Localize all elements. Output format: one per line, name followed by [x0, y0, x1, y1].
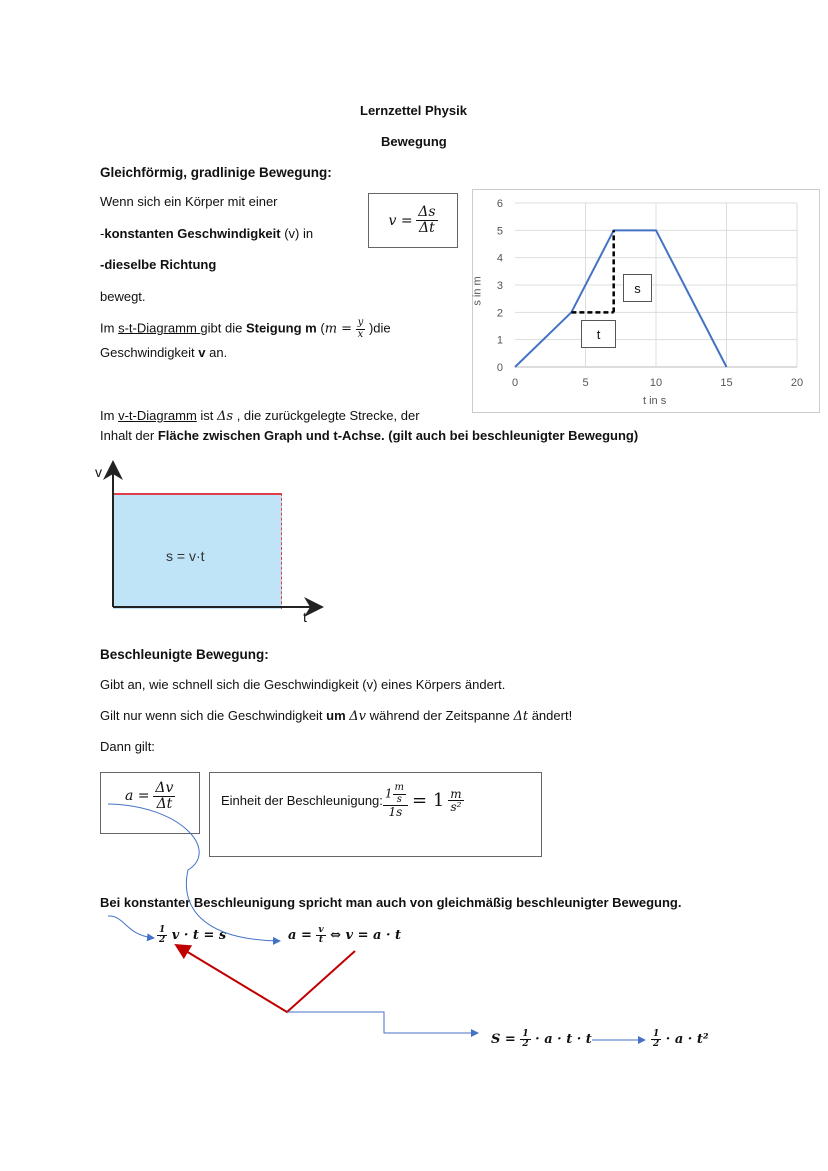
numerator: m: [394, 782, 405, 793]
y-tick-label: 6: [496, 198, 503, 210]
text-line: Im s-t-Diagramm gibt die Steigung m (m = $\frac{y}{x}$ )die: [100, 317, 391, 340]
text-bold: Fläche zwischen Graph und t-Achse. (gilt auch bei beschleunigter Bewegung): [157, 428, 639, 443]
text-bold: Steigung m: [245, 320, 317, 336]
numerator: Δv: [155, 780, 174, 796]
text: Im: [100, 408, 119, 423]
text: ist: [196, 408, 218, 423]
text: gibt die: [200, 320, 246, 336]
text-bold: v: [198, 345, 206, 360]
text-line: bewegt.: [100, 289, 146, 304]
numerator: 1: [522, 1029, 529, 1039]
y-tick-label: 3: [496, 280, 503, 292]
t-axis-label: t: [303, 609, 307, 625]
y-tick-label: 1: [496, 334, 503, 347]
v-axis-label: v: [95, 464, 102, 480]
text: ändert!: [528, 708, 573, 723]
formula-lhs: v =: [388, 212, 413, 229]
formula: Δt: [513, 709, 529, 724]
text-underlined: v-t-Diagramm: [118, 408, 197, 423]
section-heading: Beschleunigte Bewegung:: [100, 647, 269, 662]
text: )die: [365, 320, 391, 336]
curved-arrow: [108, 804, 280, 944]
text: 1: [384, 786, 393, 801]
numerator: y: [357, 317, 364, 328]
x-tick-label: 10: [649, 377, 663, 389]
elbow-arrow: [287, 1012, 478, 1033]
numerator: Δs: [418, 204, 436, 221]
denominator: x: [357, 328, 364, 340]
equation-rest: v · t = s: [171, 928, 227, 944]
y-tick-label: 4: [496, 252, 503, 265]
text-line: -dieselbe Richtung: [100, 257, 217, 272]
x-tick-label: 15: [720, 377, 733, 389]
text-underlined: s-t-Diagramm: [118, 320, 201, 336]
equation-rest: · a · t · t: [535, 1032, 592, 1048]
numerator: m: [450, 786, 462, 801]
text: -: [100, 226, 105, 241]
area-label: s = v·t: [166, 548, 205, 564]
bold-statement: Bei konstanter Beschleunigung spricht man auch von gleichmäßig beschleunigter Bewegung.: [100, 895, 682, 910]
y-axis-label: s in m: [471, 276, 484, 306]
denominator: s: [396, 793, 402, 805]
denominator: 2: [159, 935, 166, 946]
denominator: 2: [522, 1039, 529, 1050]
denominator: Δt: [418, 220, 435, 236]
text-line: Dann gilt:: [100, 739, 155, 754]
y-tick-label: 0: [496, 362, 503, 374]
page-title: Lernzettel Physik: [360, 103, 467, 118]
text: während der Zeitspanne: [366, 708, 514, 723]
numerator: 1: [653, 1029, 660, 1039]
denominator: s²: [450, 800, 462, 815]
red-arrow: [176, 945, 355, 1012]
text: Inhalt der: [100, 428, 158, 443]
unit-label: Einheit der Beschleunigung:: [221, 793, 383, 809]
text-bold: konstanten Geschwindigkeit: [104, 226, 281, 241]
equation-rest: ⇔ v = a · t: [330, 928, 402, 944]
page-subtitle: Bewegung: [381, 134, 447, 149]
y-tick-label: 2: [496, 307, 503, 320]
numerator: 1: [159, 925, 166, 935]
text: (v) in: [280, 226, 314, 241]
text: Geschwindigkeit: [100, 345, 199, 360]
text-line: Wenn sich ein Körper mit einer: [100, 194, 278, 209]
equation-lhs: S =: [491, 1032, 516, 1048]
text: Im: [100, 320, 119, 336]
equation-rest: · a · t²: [665, 1032, 709, 1048]
denominator: 2: [653, 1039, 660, 1050]
equation-lhs: a =: [288, 928, 312, 944]
formula-lhs: a =: [125, 787, 150, 804]
formula: m =: [324, 321, 353, 337]
x-axis-label: t in s: [643, 395, 667, 407]
x-tick-label: 5: [582, 377, 589, 389]
equals: = 1: [412, 790, 445, 812]
x-tick-label: 0: [511, 377, 519, 389]
text: Gilt nur wenn sich die Geschwindigkeit: [100, 708, 327, 723]
text-line: Gibt an, wie schnell sich die Geschwindigkeit (v) eines Körpers ändert.: [100, 677, 506, 692]
formula: Δv: [349, 709, 367, 724]
text: , die zurückgelegte Strecke, der: [233, 408, 420, 423]
annotation-label: t: [596, 326, 601, 342]
denominator: t: [318, 935, 324, 946]
annotation-label: s: [634, 280, 641, 296]
denominator: Δt: [156, 795, 173, 812]
formula: Δs: [217, 409, 234, 424]
denominator: 1s: [388, 805, 403, 819]
curved-arrow-small: [108, 916, 154, 938]
x-tick-label: 20: [790, 377, 804, 389]
text-bold: um: [326, 708, 350, 723]
section-heading: Gleichförmig, gradlinige Bewegung:: [100, 165, 332, 180]
numerator: v: [318, 925, 324, 935]
y-tick-label: 5: [496, 225, 503, 238]
text: an.: [205, 345, 228, 360]
